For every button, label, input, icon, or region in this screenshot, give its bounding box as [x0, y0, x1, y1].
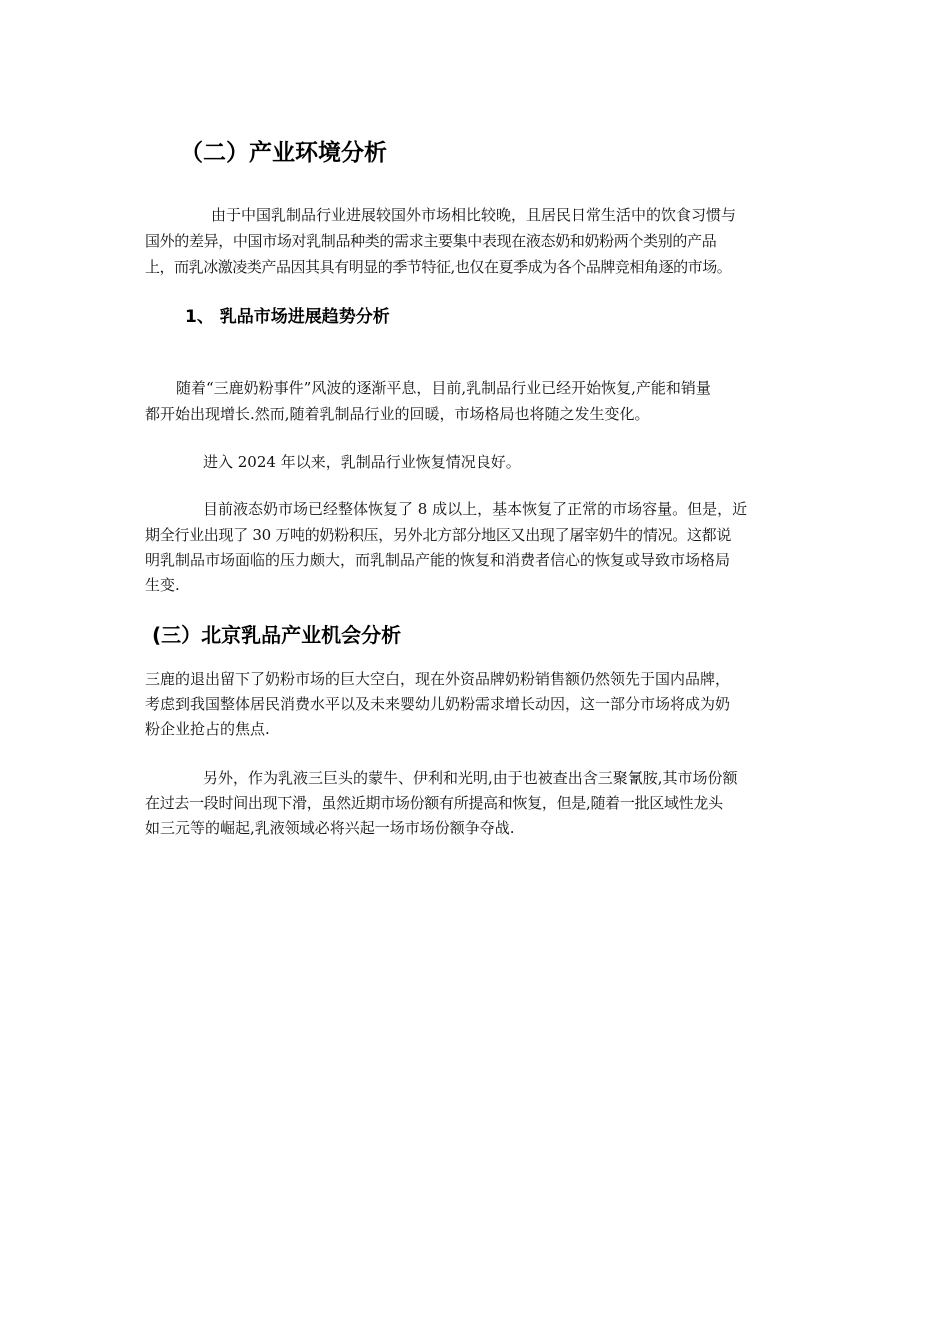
- paragraph-line: 生变.: [145, 576, 180, 594]
- paragraph-line: 进入 2024 年以来，乳制品行业恢复情况良好。: [203, 453, 521, 471]
- paragraph-line: 上，而乳冰激凌类产品因其具有明显的季节特征,也仅在夏季成为各个品牌竞相角逐的市场。: [145, 258, 732, 276]
- paragraph-line: 明乳制品市场面临的压力颇大，而乳制品产能的恢复和消费者信心的恢复或导致市场格局: [145, 551, 731, 569]
- paragraph-line: 由于中国乳制品行业进展较国外市场相比较晚，且居民日常生活中的饮食习惯与: [211, 206, 737, 224]
- paragraph-line: 如三元等的崛起,乳液领域必将兴起一场市场份额争夺战.: [145, 819, 515, 837]
- paragraph-line: 另外，作为乳液三巨头的蒙牛、伊利和光明,由于也被查出含三聚氰胺,其市场份额: [203, 769, 738, 787]
- paragraph-line: 期全行业出现了 30 万吨的奶粉积压，另外北方部分地区又出现了屠宰奶牛的情况。这都说: [145, 526, 732, 544]
- paragraph-line: 在过去一段时间出现下滑，虽然近期市场份额有所提高和恢复，但是,随着一批区域性龙头: [145, 794, 723, 812]
- paragraph-line: 都开始出现增长.然而,随着乳制品行业的回暖，市场格局也将随之发生变化。: [145, 405, 650, 423]
- paragraph-line: 目前液态奶市场已经整体恢复了 8 成以上，基本恢复了正常的市场容量。但是，近: [203, 500, 748, 518]
- subsection1-heading: 1、 乳品市场进展趋势分析: [185, 307, 390, 327]
- paragraph-line: 粉企业抢占的焦点.: [145, 720, 270, 738]
- section2-heading: （二）产业环境分析: [180, 140, 387, 166]
- paragraph-line: 考虑到我国整体居民消费水平以及未来婴幼儿奶粉需求增长动因，这一部分市场将成为奶: [145, 695, 731, 713]
- section3-heading: (三）北京乳品产业机会分析: [152, 623, 402, 647]
- paragraph-line: 随着“三鹿奶粉事件”风波的逐渐平息，目前,乳制品行业已经开始恢复,产能和销量: [176, 379, 711, 397]
- paragraph-line: 三鹿的退出留下了奶粉市场的巨大空白，现在外资品牌奶粉销售额仍然领先于国内品牌，: [145, 670, 731, 688]
- paragraph-line: 国外的差异，中国市场对乳制品种类的需求主要集中表现在液态奶和奶粉两个类别的产品: [145, 232, 717, 250]
